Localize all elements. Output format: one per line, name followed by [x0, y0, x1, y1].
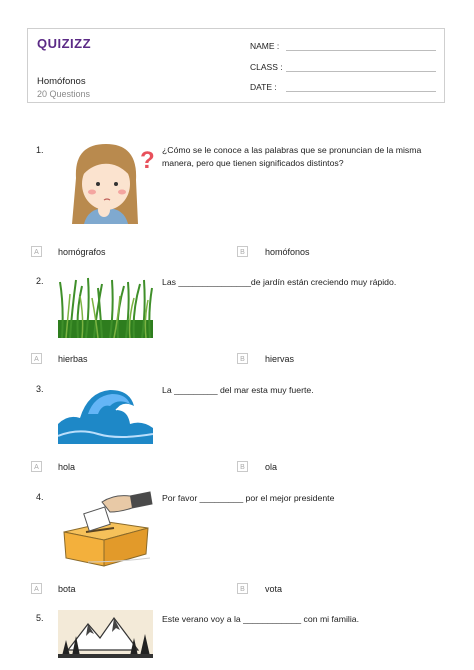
option-b-text[interactable]: homófonos — [265, 247, 310, 257]
option-a-text[interactable]: homógrafos — [58, 247, 106, 257]
option-b-marker[interactable]: B — [237, 353, 248, 364]
question-text: Las _______________de jardín están creciendo muy rápido. — [162, 277, 397, 287]
question-number: 1. — [36, 145, 44, 155]
name-field[interactable] — [250, 41, 279, 51]
class-field[interactable] — [250, 62, 283, 72]
option-a-marker[interactable]: A — [31, 461, 42, 472]
option-a-marker[interactable]: A — [31, 246, 42, 257]
option-a-text[interactable]: bota — [58, 584, 76, 594]
option-a-text[interactable]: hierbas — [58, 354, 88, 364]
option-b-text[interactable]: hiervas — [265, 354, 295, 364]
option-b-text[interactable]: ola — [265, 462, 278, 472]
question-number: 3. — [36, 384, 44, 394]
thinking-girl-image — [58, 138, 156, 230]
name-line — [286, 50, 436, 51]
class-line — [286, 71, 436, 72]
option-b-marker[interactable]: B — [237, 461, 248, 472]
question-number: 5. — [36, 613, 44, 623]
wave-image — [58, 384, 153, 444]
question-number: 2. — [36, 276, 44, 286]
class-label: CLASS : — [250, 62, 283, 72]
mountains-image — [58, 610, 153, 658]
svg-text:?: ? — [140, 147, 155, 174]
question-text: Por favor _________ por el mejor presidente — [162, 493, 335, 503]
quizizz-logo: QUIZIZZ — [37, 36, 92, 51]
option-b-marker[interactable]: B — [237, 246, 248, 257]
question-count: 20 Questions — [37, 89, 91, 99]
question-text: Este verano voy a la ____________ con mi familia. — [162, 614, 360, 624]
date-line — [286, 91, 436, 92]
worksheet-title: Homófonos — [37, 76, 86, 87]
option-a-marker[interactable]: A — [31, 353, 42, 364]
name-label: NAME : — [250, 41, 280, 51]
date-label: DATE : — [250, 82, 277, 92]
question-text: La _________ del mar esta muy fuerte. — [162, 385, 314, 395]
question-text: ¿Cómo se le conoce a las palabras que se pronuncian de la misma manera, pero que tienen significados distintos? — [162, 145, 422, 168]
worksheet-header — [27, 28, 445, 103]
option-b-marker[interactable]: B — [237, 583, 248, 594]
option-a-text[interactable]: hola — [58, 462, 76, 472]
question-number: 4. — [36, 492, 44, 502]
option-b-text[interactable]: vota — [265, 584, 283, 594]
date-field[interactable] — [250, 82, 277, 92]
grass-image — [58, 276, 153, 338]
ballot-box-image — [58, 488, 155, 568]
option-a-marker[interactable]: A — [31, 583, 42, 594]
